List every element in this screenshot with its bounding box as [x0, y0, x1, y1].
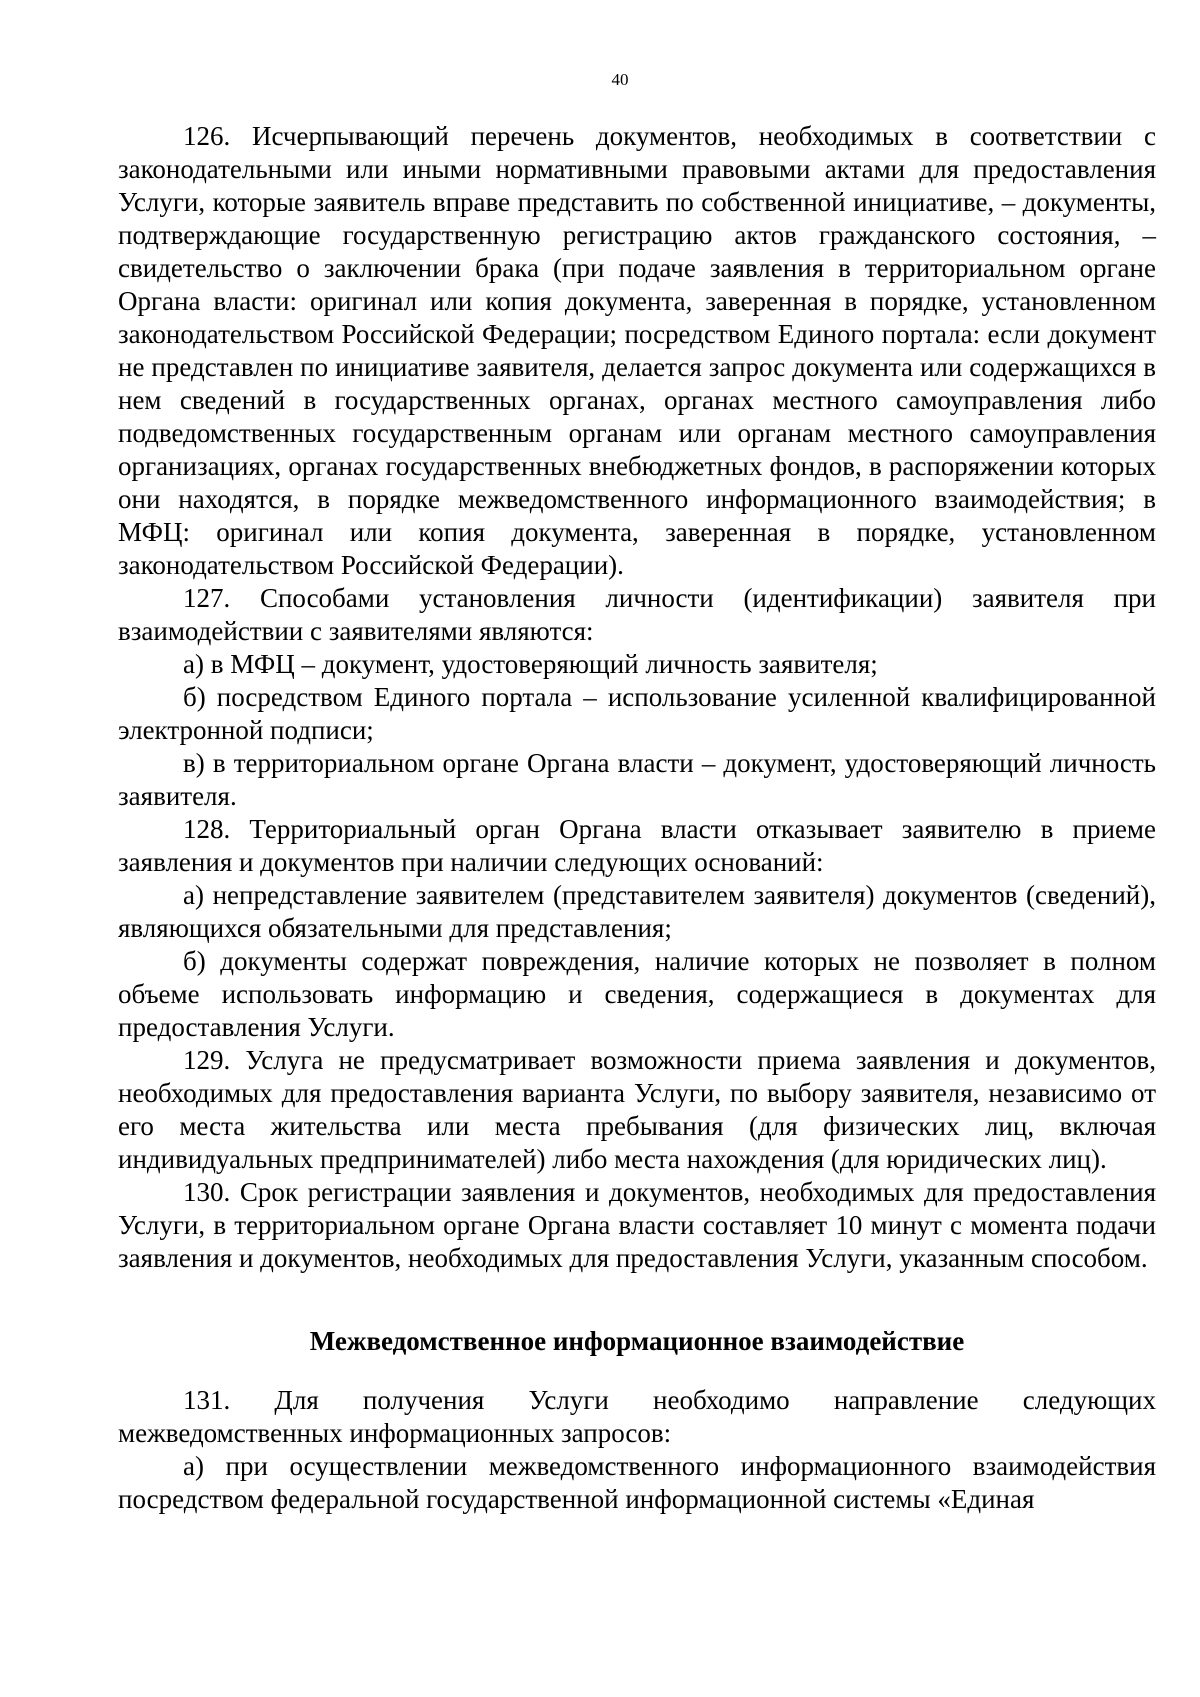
paragraph-131: 131. Для получения Услуги необходимо направление следующих межведомственных информационных запросов: — [118, 1385, 1156, 1448]
page-number: 40 — [611, 70, 629, 89]
paragraph-128-item-a: а) непредставление заявителем (представителем заявителя) документов (сведений), являющихся обязательными для представления; — [118, 880, 1156, 943]
paragraph-127: 127. Способами установления личности (идентификации) заявителя при взаимодействии с заявителями являются: — [118, 583, 1156, 646]
paragraph-127-item-v: в) в территориальном органе Органа власти – документ, удостоверяющий личность заявителя. — [118, 748, 1156, 811]
paragraph-128: 128. Территориальный орган Органа власти отказывает заявителю в приеме заявления и документов при наличии следующих оснований: — [118, 814, 1156, 877]
page-content — [118, 120, 1156, 1516]
paragraph-131-item-a: а) при осуществлении межведомственного информационного взаимодействия посредством федеральной государственной информационной системы «Единая — [118, 1451, 1156, 1514]
paragraph-126: 126. Исчерпывающий перечень документов, необходимых в соответствии с законодательными или иными нормативными правовыми актами для предоставления Услуги, которые заявитель вправе представить по собственной инициативе, – документы, подтверждающие государственную регистрацию актов гражданского состояния, – свидетельство о заключении брака (при подаче заявления в территориальном органе Органа власти: оригинал или копия документа, заверенная в порядке, установленном законодательством Российской Федерации; посредством Единого портала: если документ не представлен по инициативе заявителя, делается запрос документа или содержащихся в нем сведений в государственных органах, органах местного самоуправления либо подведомственных государственным органам или органам местного самоуправления организациях, органах государственных внебюджетных фондов, в распоряжении которых они находятся, в порядке межведомственного информационного взаимодействия; в МФЦ: оригинал или копия документа, заверенная в порядке, установленном законодательством Российской Федерации). — [118, 121, 1156, 580]
paragraph-130: 130. Срок регистрации заявления и документов, необходимых для предоставления Услуги, в территориальном органе Органа власти составляет 10 минут с момента подачи заявления и документов, необходимых для предоставления Услуги, указанным способом. — [118, 1177, 1156, 1273]
paragraph-128-item-b: б) документы содержат повреждения, наличие которых не позволяет в полном объеме использовать информацию и сведения, содержащиеся в документах для предоставления Услуги. — [118, 946, 1156, 1042]
section-heading: Межведомственное информационное взаимодействие — [309, 1326, 965, 1356]
paragraph-127-item-a: а) в МФЦ – документ, удостоверяющий личность заявителя; — [183, 649, 878, 679]
paragraph-129: 129. Услуга не предусматривает возможности приема заявления и документов, необходимых для предоставления варианта Услуги, по выбору заявителя, независимо от его места жительства или места пребывания (для физических лиц, включая индивидуальных предпринимателей) либо места нахождения (для юридических лиц). — [118, 1045, 1156, 1174]
paragraph-127-item-b: б) посредством Единого портала – использование усиленной квалифицированной электронной подписи; — [118, 682, 1156, 745]
